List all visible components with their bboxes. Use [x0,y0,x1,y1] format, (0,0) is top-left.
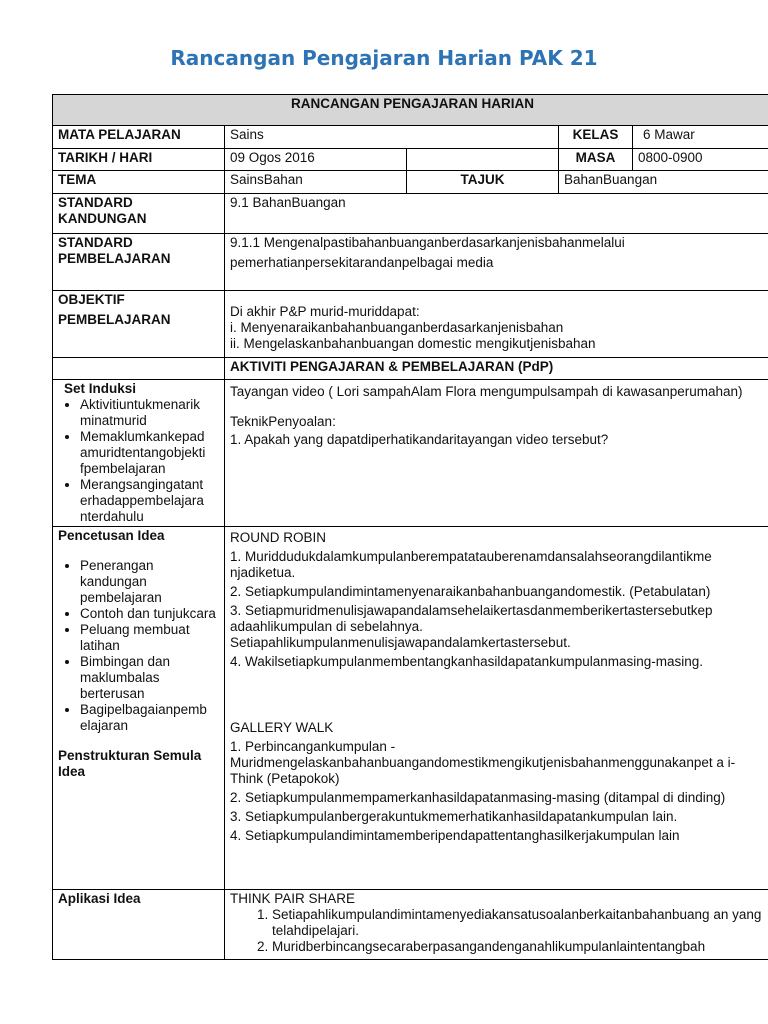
list-item: 2. Muridberbincangsecaraberpasangandenganahlikumpulanlaintentangbah [272,939,767,955]
standard-pembelajaran-label [53,234,225,291]
gallery-walk-item: 1. Perbincangankumpulan - Muridmengelaskanbahanbuangandomestikmengikutjenisbahanmenggunakanpet a i-Think (Petapokok) [230,739,736,786]
penstrukturan-label: Penstrukturan Semula Idea [58,748,202,779]
kelas-value: 6 Mawar [633,126,768,149]
tajuk-value: BahanBuangan [559,171,768,194]
gallery-walk-item: 4. Setiapkumpulandimintamemberipendapattentanghasilkerjakumpulan lain [230,828,680,843]
tarikh-label: TARIKH / HARI [53,149,225,171]
sp-label-line: STANDARD [58,235,133,250]
sk-label-line: KANDUNGAN [58,211,147,226]
pencetusan-label: Pencetusan Idea [58,528,165,543]
tajuk-label: TAJUK [407,171,559,194]
round-robin-item: 3. Setiapmuridmenulisjawapandalamsehelaikertasdanmemberikertastersebutkep adaahlikumpulan di sebelahnya. Setiapahlikumpulanmenulisjawapandalamkertastersebut. [230,603,713,650]
lesson-plan-table [52,94,768,960]
list-item: • Penerangan kandungan pembelajaran [80,558,219,606]
objektif-label [53,291,225,358]
table-header: RANCANGAN PENGAJARAN HARIAN [53,95,768,126]
obj-label-line: OBJEKTIF [58,292,125,307]
table-row [53,380,768,527]
aplikasi-content [225,890,768,960]
aplikasi-label: Aplikasi Idea [53,890,225,960]
list-item: • Contoh dan tunjukcara [80,606,219,622]
mata-pelajaran-label: MATA PELAJARAN [53,126,225,149]
table-row [53,234,768,291]
round-robin-item: 1. Muriddudukdalamkumpulanberempatatauberenamdansalahseorangdilantikme njadiketua. [230,549,712,580]
table-row [53,171,768,194]
tema-label: TEMA [53,171,225,194]
obj-line: Di akhir P&P murid-muriddapat: [230,304,420,319]
table-row [53,527,768,890]
gallery-walk-item: 3. Setiapkumpulanbergerakuntukmemerhatikanhasildapatankumpulan lain. [230,809,678,824]
set-induksi-text: 1. Apakah yang dapatdiperhatikandaritayangan video tersebut? [230,432,609,447]
round-robin-item: 2. Setiapkumpulandimintamenyenaraikanbahanbuangandomestik. (Petabulatan) [230,584,711,599]
sp-value-line: 9.1.1 Mengenalpastibahanbuanganberdasarkanjenisbahanmelalui [230,235,625,250]
list-item: • Bimbingan dan maklumbalas berterusan [80,654,219,702]
list-item: • Peluang membuat latihan [80,622,219,654]
table-row [53,358,768,380]
list-item: • Merangsangingatant erhadappembelajara nterdahulu [80,477,219,525]
set-induksi-list [58,397,219,525]
aktiviti-header: AKTIVITI PENGAJARAN & PEMBELAJARAN (PdP) [225,358,768,380]
table-row [53,149,768,171]
objektif-value [225,291,768,358]
table-row [53,194,768,234]
standard-pembelajaran-value [225,234,768,291]
table-row [53,291,768,358]
list-item: • Bagipelbagaianpemb elajaran [80,702,219,734]
list-item: • Aktivitiuntukmenarik minatmurid [80,397,219,429]
set-induksi-content [225,380,768,527]
tarikh-value: 09 Ogos 2016 [225,149,407,171]
round-robin-item: 4. Wakilsetiapkumpulanmembentangkanhasildapatankumpulanmasing-masing. [230,654,704,669]
pencetusan-content [225,527,768,890]
kelas-label: KELAS [559,126,633,149]
gallery-walk-title: GALLERY WALK [230,720,334,735]
table-row [53,126,768,149]
gallery-walk-item: 2. Setiapkumpulanmempamerkanhasildapatanmasing-masing (ditampal di dinding) [230,790,726,805]
pencetusan-cell [53,527,225,890]
sp-value-line: pemerhatianpersekitarandanpelbagai media [230,255,494,270]
think-pair-share-list [230,907,767,955]
tema-value: SainsBahan [225,171,407,194]
table-header-row [53,95,768,126]
table-row [53,890,768,960]
empty-cell [53,358,225,380]
list-item: • Memaklumkankepad amuridtentangobjekti fpembelajaran [80,429,219,477]
masa-value: 0800-0900 [633,149,768,171]
standard-kandungan-label [53,194,225,234]
set-induksi-text: TeknikPenyoalan: [230,414,336,429]
list-item: 1. Setiapahlikumpulandimintamenyediakansatusoalanberkaitanbahanbuang an yang telahdipelajari. [272,907,767,939]
obj-label-line: PEMBELAJARAN [58,312,171,327]
obj-line: i. Menyenaraikanbahanbuanganberdasarkanjenisbahan [230,320,564,335]
sk-label-line: STANDARD [58,195,133,210]
set-induksi-text: Tayangan video ( Lori sampahAlam Flora mengumpulsampah di kawasanperumahan) [230,384,743,399]
sp-label-line: PEMBELAJARAN [58,251,171,266]
set-induksi-cell [53,380,225,527]
masa-label: MASA [559,149,633,171]
pencetusan-list [58,558,219,734]
round-robin-title: ROUND ROBIN [230,530,327,545]
think-pair-share-title: THINK PAIR SHARE [230,891,356,906]
mata-pelajaran-value: Sains [225,126,559,149]
standard-kandungan-value: 9.1 BahanBuangan [225,194,768,234]
page-title: Rancangan Pengajaran Harian PAK 21 [170,46,598,70]
empty-cell [407,149,559,171]
obj-line: ii. Mengelaskanbahanbuangan domestic mengikutjenisbahan [230,336,596,351]
set-induksi-label: Set Induksi [64,381,137,396]
